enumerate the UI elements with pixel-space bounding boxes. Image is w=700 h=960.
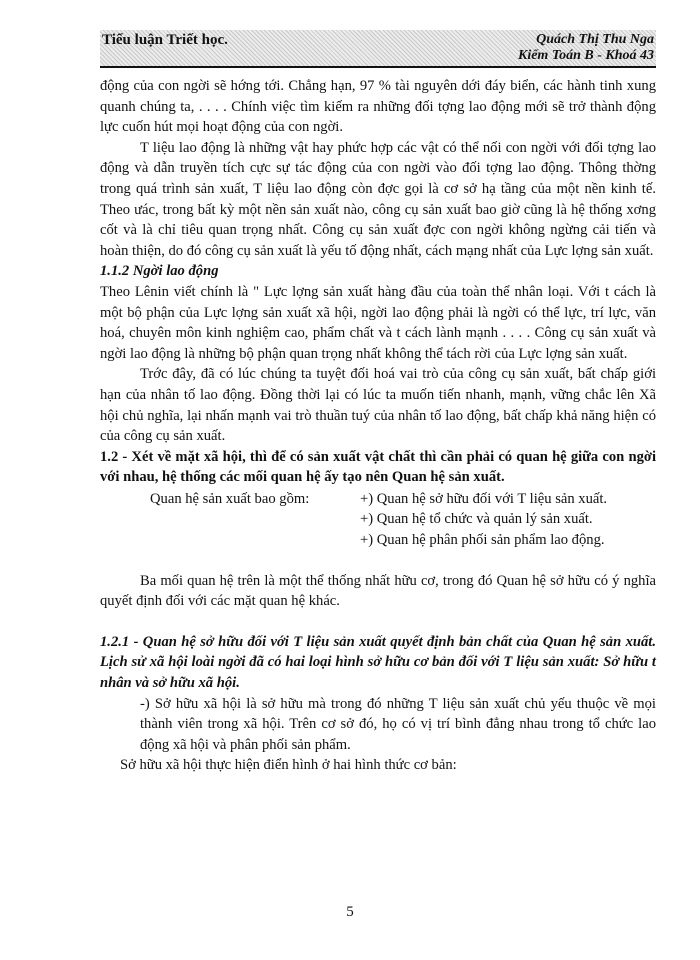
paragraph-6: -) Sở hữu xã hội là sở hữu mà trong đó những T liệu sản xuất chủ yếu thuộc về mọi thành viên trong xã hội. Trên cơ sở đó, họ có vị trí bình đẳng nhau trong tổ chức lao động xã hội và phân phối sản phẩm. bbox=[140, 695, 656, 753]
paragraph-1: động của con ngời sẽ hớng tới. Chẳng hạn, 97 % tài nguyên dới đáy biển, các hành tinh xung quanh chúng ta, . . . . Chính việc tìm kiếm ra những đối tợng lao động mới sẽ trở thành động lực cuốn hút mọi hoạt động của con ngời. bbox=[100, 78, 656, 136]
paragraph-5: Ba mối quan hệ trên là một thể thống nhất hữu cơ, trong đó Quan hệ sở hữu có ý nghĩa quyết định đối với các mặt quan hệ khác. bbox=[100, 572, 656, 610]
page-header bbox=[100, 30, 656, 68]
relation-item: +) Quan hệ phân phối sản phẩm lao động. bbox=[360, 532, 605, 549]
heading-1-1-2: 1.1.2 Ngời lao động bbox=[100, 263, 219, 280]
header-author-block bbox=[518, 32, 654, 64]
header-class: Kiểm Toán B - Khoá 43 bbox=[517, 48, 654, 63]
relations-label: Quan hệ sản xuất bao gồm: bbox=[150, 490, 310, 507]
paragraph-2: T liệu lao động là những vật hay phức hợp các vật có thể nối con ngời với đối tợng lao động và dẫn truyền tích cực sự tác động của con ngời vào đối tợng lao động. Thông thờng trong quá trình sản xuất, T liệu lao động còn đợc gọi là cơ sở hạ tầng của một nền kinh tế. Theo ưác, trong bất kỳ một nền sản xuất nào, công cụ sản xuất bao giờ cũng là hệ thống xơng cốt và là chỉ tiêu quan trọng nhất. Công cụ sản xuất đợc con ngời không ngừng cải tiến và hoàn thiện, do đó công cụ sản xuất là yếu tố động nhất, cách mạng nhất của Lực lợng sản xuất. bbox=[100, 139, 656, 259]
heading-1-2: 1.2 - Xét về mặt xã hội, thì để có sản xuất vật chất thì cần phải có quan hệ giữa con ngời với nhau, hệ thống các mối quan hệ ấy tạo nên Quan hệ sản xuất. bbox=[100, 448, 656, 486]
page-number: 5 bbox=[346, 904, 354, 920]
spacer bbox=[100, 551, 656, 571]
paragraph-3: Theo Lênin viết chính là " Lực lợng sản xuất hàng đầu của toàn thể nhân loại. Với t cách là một bộ phận của Lực lợng sản xuất xã hội, ngời lao động phải là ngời có thể lực, trí lực, văn hoá, chuyên môn kinh nghiệm cao, phẩm chất và t cách lành mạnh . . . . Công cụ sản xuất và ngời lao động là những bộ phận quan trọng nhất không thể tách rời của Lực lợng sản xuất. bbox=[100, 283, 656, 362]
header-title: Tiểu luận Triết học. bbox=[102, 32, 228, 48]
relation-item: +) Quan hệ tổ chức và quản lý sản xuất. bbox=[360, 511, 593, 528]
paragraph-4: Trớc đây, đã có lúc chúng ta tuyệt đối hoá vai trò của công cụ sản xuất, bất chấp giới hạn của nhân tố lao động. Đồng thời lại có lúc ta muốn tiến nhanh, mạnh, vững chắc lên Xã hội chủ nghĩa, lại nhấn mạnh vai trò thuần tuý của nhân tố lao động, bất chấp khả năng hiện có của công cụ sản xuất. bbox=[100, 366, 656, 445]
relation-item: +) Quan hệ sở hữu đối với T liệu sản xuất. bbox=[360, 490, 608, 507]
relations-list bbox=[100, 489, 656, 551]
paragraph-7: Sở hữu xã hội thực hiện điển hình ở hai hình thức cơ bản: bbox=[120, 757, 457, 774]
spacer bbox=[100, 612, 656, 632]
header-author: Quách Thị Thu Nga bbox=[536, 32, 654, 47]
heading-1-2-1: 1.2.1 - Quan hệ sở hữu đối với T liệu sản xuất quyết định bản chất của Quan hệ sản xuất. Lịch sử xã hội loài ngời đã có hai loại hình sở hữu cơ bản đối với T liệu sản xuất: Sở hữu t nhân và sở hữu xã hội. bbox=[100, 633, 656, 692]
page-body bbox=[100, 76, 656, 776]
relations-items bbox=[360, 489, 656, 551]
